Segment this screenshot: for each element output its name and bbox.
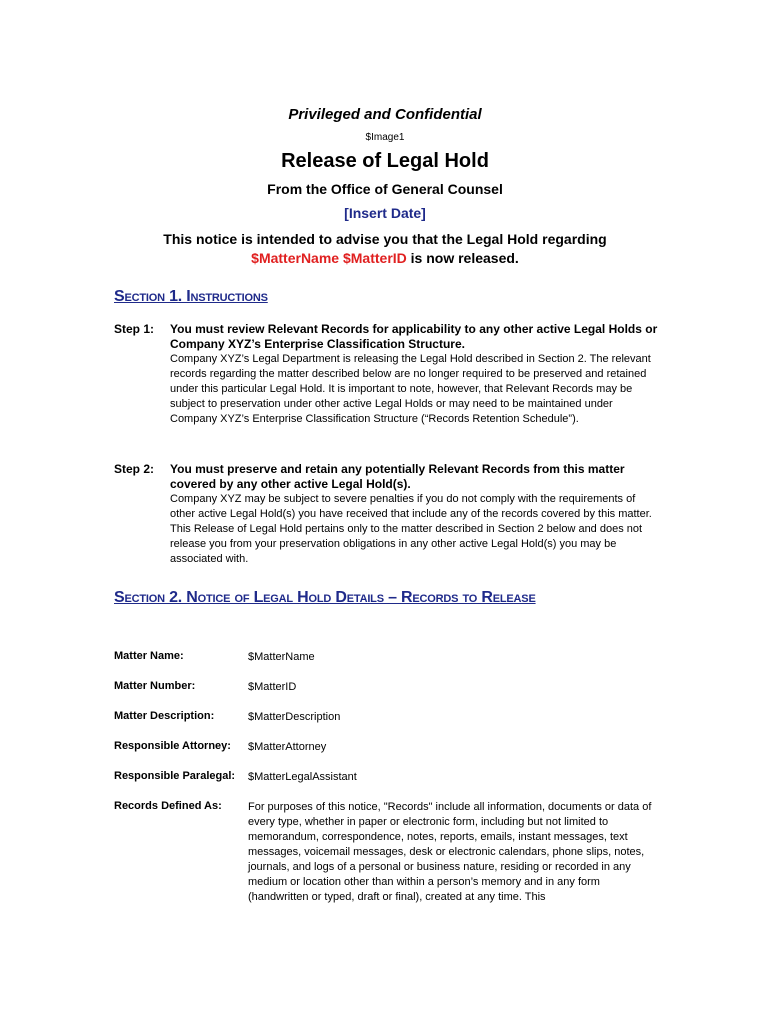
detail-label: Matter Name: xyxy=(114,650,184,662)
detail-value: For purposes of this notice, "Records" include all information, documents or data of every type, whether in paper or electronic form, including but not limited to memorandum, correspondence, notes, reports, emails, instant messages, text messages, voicemail messages, desk or electronic calendars, phone slips, notes, journals, and logs of a personal or business nature, residing or recorded in any medium or location other than within a person’s memory and in any form (handwritten or typed, draft or final), created at any time. This xyxy=(248,801,652,903)
section-1-heading: Section 1. Instructions xyxy=(114,288,268,305)
notice-line-1: This notice is intended to advise you that the Legal Hold regarding xyxy=(163,231,607,247)
release-notice xyxy=(0,230,770,268)
document-date: [Insert Date] xyxy=(344,205,426,221)
step-2-heading: You must preserve and retain any potentially Relevant Records from this matter covered by any other active Legal Hold(s). xyxy=(170,462,625,491)
step-1-heading: You must review Relevant Records for applicability to any other active Legal Holds or Company XYZ’s Enterprise Classification Structure. xyxy=(170,322,658,351)
document-title: Release of Legal Hold xyxy=(281,150,489,172)
detail-label: Matter Description: xyxy=(114,710,215,722)
detail-label: Responsible Attorney: xyxy=(114,740,231,752)
notice-line-2 xyxy=(0,249,770,268)
step-2-label: Step 2: xyxy=(114,462,155,476)
section-2-heading: Section 2. Notice of Legal Hold Details – Records to Release xyxy=(114,589,536,606)
step-1-body xyxy=(170,322,660,427)
detail-label: Matter Number: xyxy=(114,680,196,692)
detail-value: $MatterDescription xyxy=(248,711,341,723)
detail-label: Records Defined As: xyxy=(114,800,222,812)
detail-value: $MatterLegalAssistant xyxy=(248,771,357,783)
detail-label: Responsible Paralegal: xyxy=(114,770,236,782)
step-1-text: Company XYZ’s Legal Department is releasing the Legal Hold described in Section 2. The relevant records regarding the matter described below are no longer required to be preserved and retained under this particular Legal Hold. It is important to note, however, that Relevant Records may be subject to preservation under other active Legal Holds or may need to be maintained under Company XYZ’s Enterprise Classification Structure (“Records Retention Schedule”). xyxy=(170,353,651,425)
step-2-text: Company XYZ may be subject to severe penalties if you do not comply with the requirements of other active Legal Hold(s) you have received that include any of the records covered by this matter. This Release of Legal Hold pertains only to the matter described in Section 2 below and does not release you from your preservation obligations in any other active Legal Hold(s) you may be associated with. xyxy=(170,493,652,565)
document-subtitle: From the Office of General Counsel xyxy=(267,181,503,197)
notice-tail: is now released. xyxy=(406,250,519,266)
confidential-banner: Privileged and Confidential xyxy=(288,106,482,123)
detail-value: $MatterAttorney xyxy=(248,741,327,753)
detail-value: $MatterName xyxy=(248,651,315,663)
step-2-body xyxy=(170,462,660,567)
image-placeholder: $Image1 xyxy=(365,132,405,143)
step-1-label: Step 1: xyxy=(114,322,155,336)
detail-value: $MatterID xyxy=(248,681,297,693)
notice-matter: $MatterName $MatterID xyxy=(251,250,407,266)
